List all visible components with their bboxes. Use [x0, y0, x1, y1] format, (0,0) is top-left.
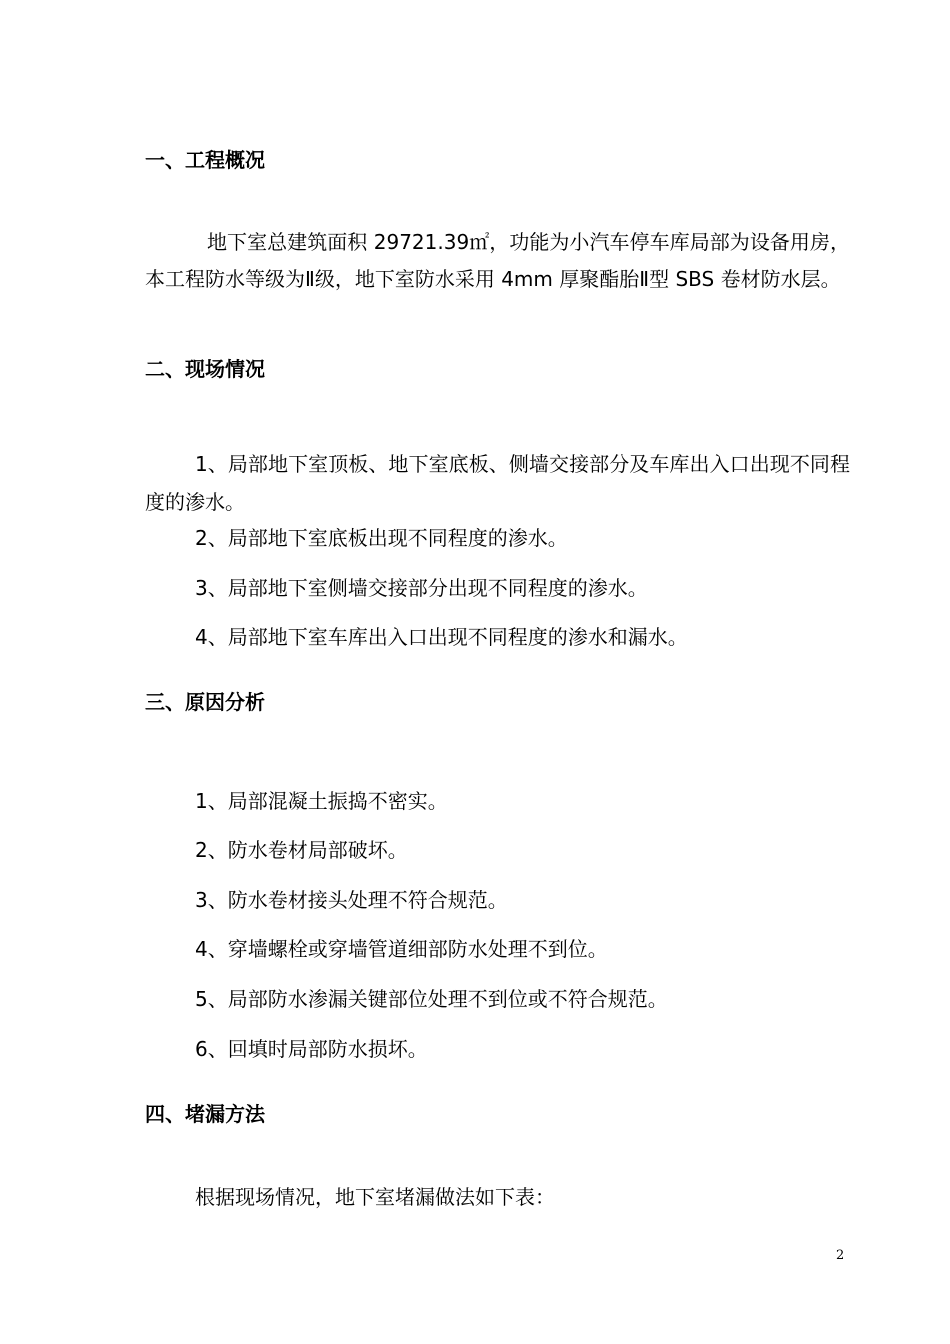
list-item: 4、穿墙螺栓或穿墙管道细部防水处理不到位。 [195, 937, 608, 961]
list-item: 2、防水卷材局部破坏。 [195, 838, 408, 862]
list-item: 6、回填时局部防水损坏。 [195, 1037, 428, 1061]
section-heading-site-conditions: 二、现场情况 [145, 357, 265, 381]
repair-method-paragraph: 根据现场情况，地下室堵漏做法如下表： [195, 1185, 555, 1209]
list-item: 1、局部混凝土振捣不密实。 [195, 789, 448, 813]
section-heading-leak-repair-method: 四、堵漏方法 [145, 1102, 265, 1126]
list-item: 3、局部地下室侧墙交接部分出现不同程度的渗水。 [195, 576, 648, 600]
list-item: 2、局部地下室底板出现不同程度的渗水。 [195, 526, 568, 550]
section-heading-cause-analysis: 三、原因分析 [145, 690, 265, 714]
list-item: 5、局部防水渗漏关键部位处理不到位或不符合规范。 [195, 987, 668, 1011]
list-item: 4、局部地下室车库出入口出现不同程度的渗水和漏水。 [195, 625, 688, 649]
list-item: 1、局部地下室顶板、地下室底板、侧墙交接部分及车库出入口出现不同程度的渗水。 [145, 452, 850, 514]
section-heading-overview: 一、工程概况 [145, 148, 265, 172]
page-number: 2 [836, 1248, 845, 1263]
overview-paragraph: 地下室总建筑面积 29721.39㎡，功能为小汽车停车库局部为设备用房，本工程防水等级为Ⅱ级，地下室防水采用 4mm 厚聚酯胎Ⅱ型 SBS 卷材防水层。 [145, 230, 850, 291]
list-item: 3、防水卷材接头处理不符合规范。 [195, 888, 508, 912]
